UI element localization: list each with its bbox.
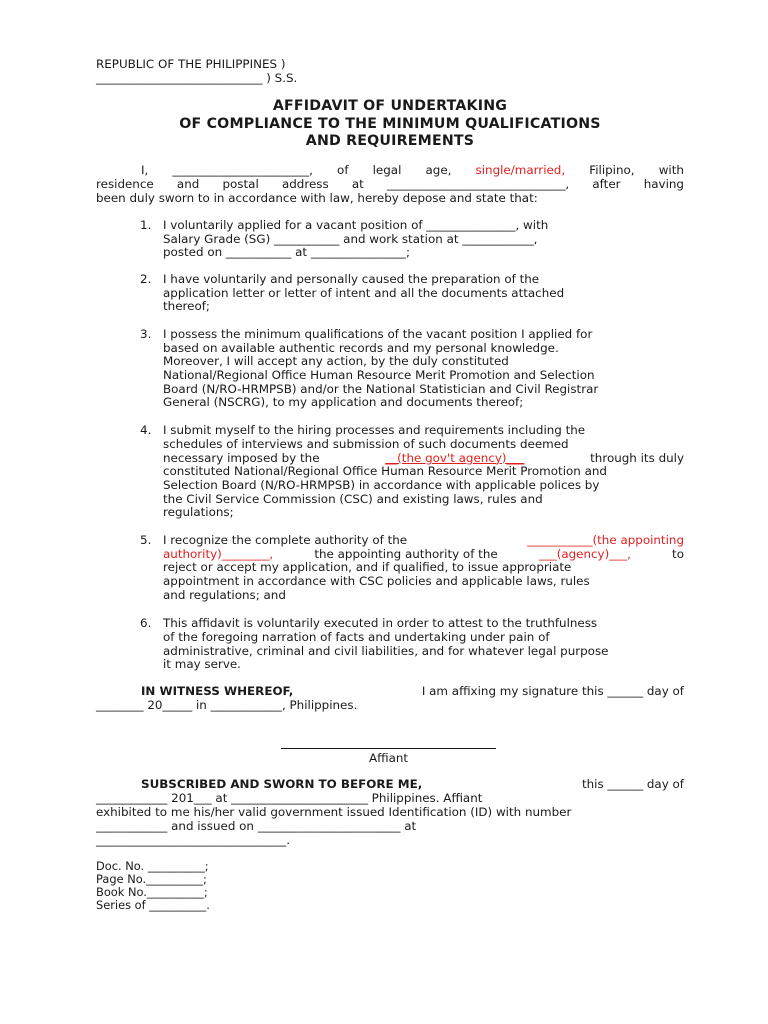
item-number-3: 3. (140, 327, 152, 341)
item-5-text: the appointing authority of the (314, 547, 498, 561)
item-3-line-4: National/Regional Office Human Resource Merit Promotion and Selection (163, 368, 595, 382)
subscribed-line-3: exhibited to me his/her valid government issued Identification (ID) with number (96, 805, 572, 819)
item-3-line-3: Moreover, I will accept any action, by the duly constituted (163, 354, 509, 368)
item-5-text: to (672, 547, 684, 561)
item-1-line-3: posted on ___________ at ________________; (163, 245, 410, 259)
item-4-line-6: the Civil Service Commission (CSC) and existing laws, rules and (163, 492, 543, 506)
agency-placeholder: __(the gov't agency)___ (385, 451, 525, 465)
subscribed-text: this ______ day of (581, 777, 684, 791)
item-3-line-6: General (NSCRG), to my application and documents thereof; (163, 395, 524, 409)
witness-line-2: ________ 20_____ in ____________, Philippines. (96, 698, 358, 712)
item-2-line-2: application letter or letter of intent and all the documents attached (163, 286, 565, 300)
item-1-line-1: I voluntarily applied for a vacant position of _______________, with (163, 218, 549, 232)
item-6-line-4: it may serve. (163, 657, 241, 671)
title-line-2: OF COMPLIANCE TO THE MINIMUM QUALIFICATIONS (179, 116, 601, 132)
item-4-line-5: Selection Board (N/RO-HRMPSB) in accordance with applicable polices by (163, 478, 600, 492)
item-3-line-2: based on available authentic records and my personal knowledge. (163, 341, 559, 355)
intro-word: Filipino, (589, 163, 635, 177)
intro-word: legal (372, 163, 402, 177)
intro-word: address (281, 177, 329, 191)
item-4-text: through its duly (590, 451, 684, 465)
name-blank: _______________________, (172, 163, 313, 177)
item-number-5: 5. (140, 533, 152, 547)
agency-placeholder: ___(agency)___, (538, 547, 631, 561)
intro-word: postal (222, 177, 259, 191)
intro-word: age, (425, 163, 452, 177)
item-4-line-4: constituted National/Regional Office Human Resource Merit Promotion and (163, 464, 607, 478)
item-5-line-5: and regulations; and (163, 588, 286, 602)
ss-line: ____________________________ ) S.S. (96, 71, 298, 85)
appointing-authority-placeholder: authority)________, (163, 547, 274, 561)
subscribed-line-4: ____________ and issued on ________________________ at (96, 819, 417, 833)
doc-no: Doc. No. __________; (96, 859, 209, 873)
intro-word: after (592, 177, 621, 191)
affiant-label: Affiant (368, 751, 409, 765)
intro-line-1 (141, 164, 684, 178)
subscribed-heading: SUBSCRIBED AND SWORN TO BEFORE ME, (141, 777, 423, 791)
intro-word: having (643, 177, 684, 191)
intro-word: residence (96, 177, 154, 191)
civil-status-placeholder: single/married, (475, 163, 566, 177)
title-line-1: AFFIDAVIT OF UNDERTAKING (272, 98, 508, 114)
witness-text: I am affixing my signature this ______ day of (421, 684, 684, 698)
item-6-line-2: of the foregoing narration of facts and undertaking under pain of (163, 630, 550, 644)
subscribed-line-2: ____________ 201___ at _______________________ Philippines. Affiant (96, 791, 483, 805)
republic-line: REPUBLIC OF THE PHILIPPINES ) (96, 57, 286, 71)
intro-word: of (337, 163, 349, 177)
item-5-line-1 (163, 534, 684, 548)
item-4-text: necessary imposed by the (163, 451, 320, 465)
item-2-line-3: thereof; (163, 299, 210, 313)
appointing-authority-placeholder: ___________(the appointing (527, 533, 684, 547)
intro-line-2 (96, 178, 684, 192)
item-6-line-1: This affidavit is voluntarily executed in order to attest to the truthfulness (163, 616, 598, 630)
item-6-line-3: administrative, criminal and civil liabilities, and for whatever legal purpose (163, 644, 609, 658)
subscribed-line-1 (141, 778, 684, 792)
page-no: Page No.__________; (96, 872, 207, 886)
intro-word: I, (141, 163, 149, 177)
item-4-line-7: regulations; (163, 505, 234, 519)
item-5-line-4: appointment in accordance with CSC policies and applicable laws, rules (163, 574, 590, 588)
item-4-line-1: I submit myself to the hiring processes and requirements including the (163, 423, 586, 437)
item-number-4: 4. (140, 423, 152, 437)
signature-line (281, 748, 496, 749)
item-number-2: 2. (140, 272, 152, 286)
item-2-line-1: I have voluntarily and personally caused the preparation of the (163, 272, 540, 286)
witness-line-1 (141, 685, 684, 699)
intro-word: and (176, 177, 200, 191)
subscribed-line-5: ________________________________. (96, 833, 291, 847)
item-number-1: 1. (140, 218, 152, 232)
intro-line-3: been duly sworn to in accordance with law, hereby depose and state that: (96, 191, 538, 205)
item-number-6: 6. (140, 616, 152, 630)
item-3-line-1: I possess the minimum qualifications of the vacant position I applied for (163, 327, 593, 341)
item-1-line-2: Salary Grade (SG) ___________ and work station at ____________, (163, 232, 538, 246)
intro-word: at (351, 177, 364, 191)
title-line-3: AND REQUIREMENTS (305, 133, 475, 149)
item-4-line-2: schedules of interviews and submission of such documents deemed (163, 437, 569, 451)
intro-word: with (658, 163, 684, 177)
item-5-text: I recognize the complete authority of the (163, 533, 408, 547)
witness-heading: IN WITNESS WHEREOF, (141, 684, 294, 698)
book-no: Book No.__________; (96, 885, 208, 899)
item-3-line-5: Board (N/RO-HRMPSB) and/or the National Statistician and Civil Registrar (163, 382, 599, 396)
series-of: Series of __________. (96, 898, 210, 912)
item-5-line-3: reject or accept my application, and if qualified, to issue appropriate (163, 560, 572, 574)
address-blank: ______________________________, (387, 177, 570, 191)
